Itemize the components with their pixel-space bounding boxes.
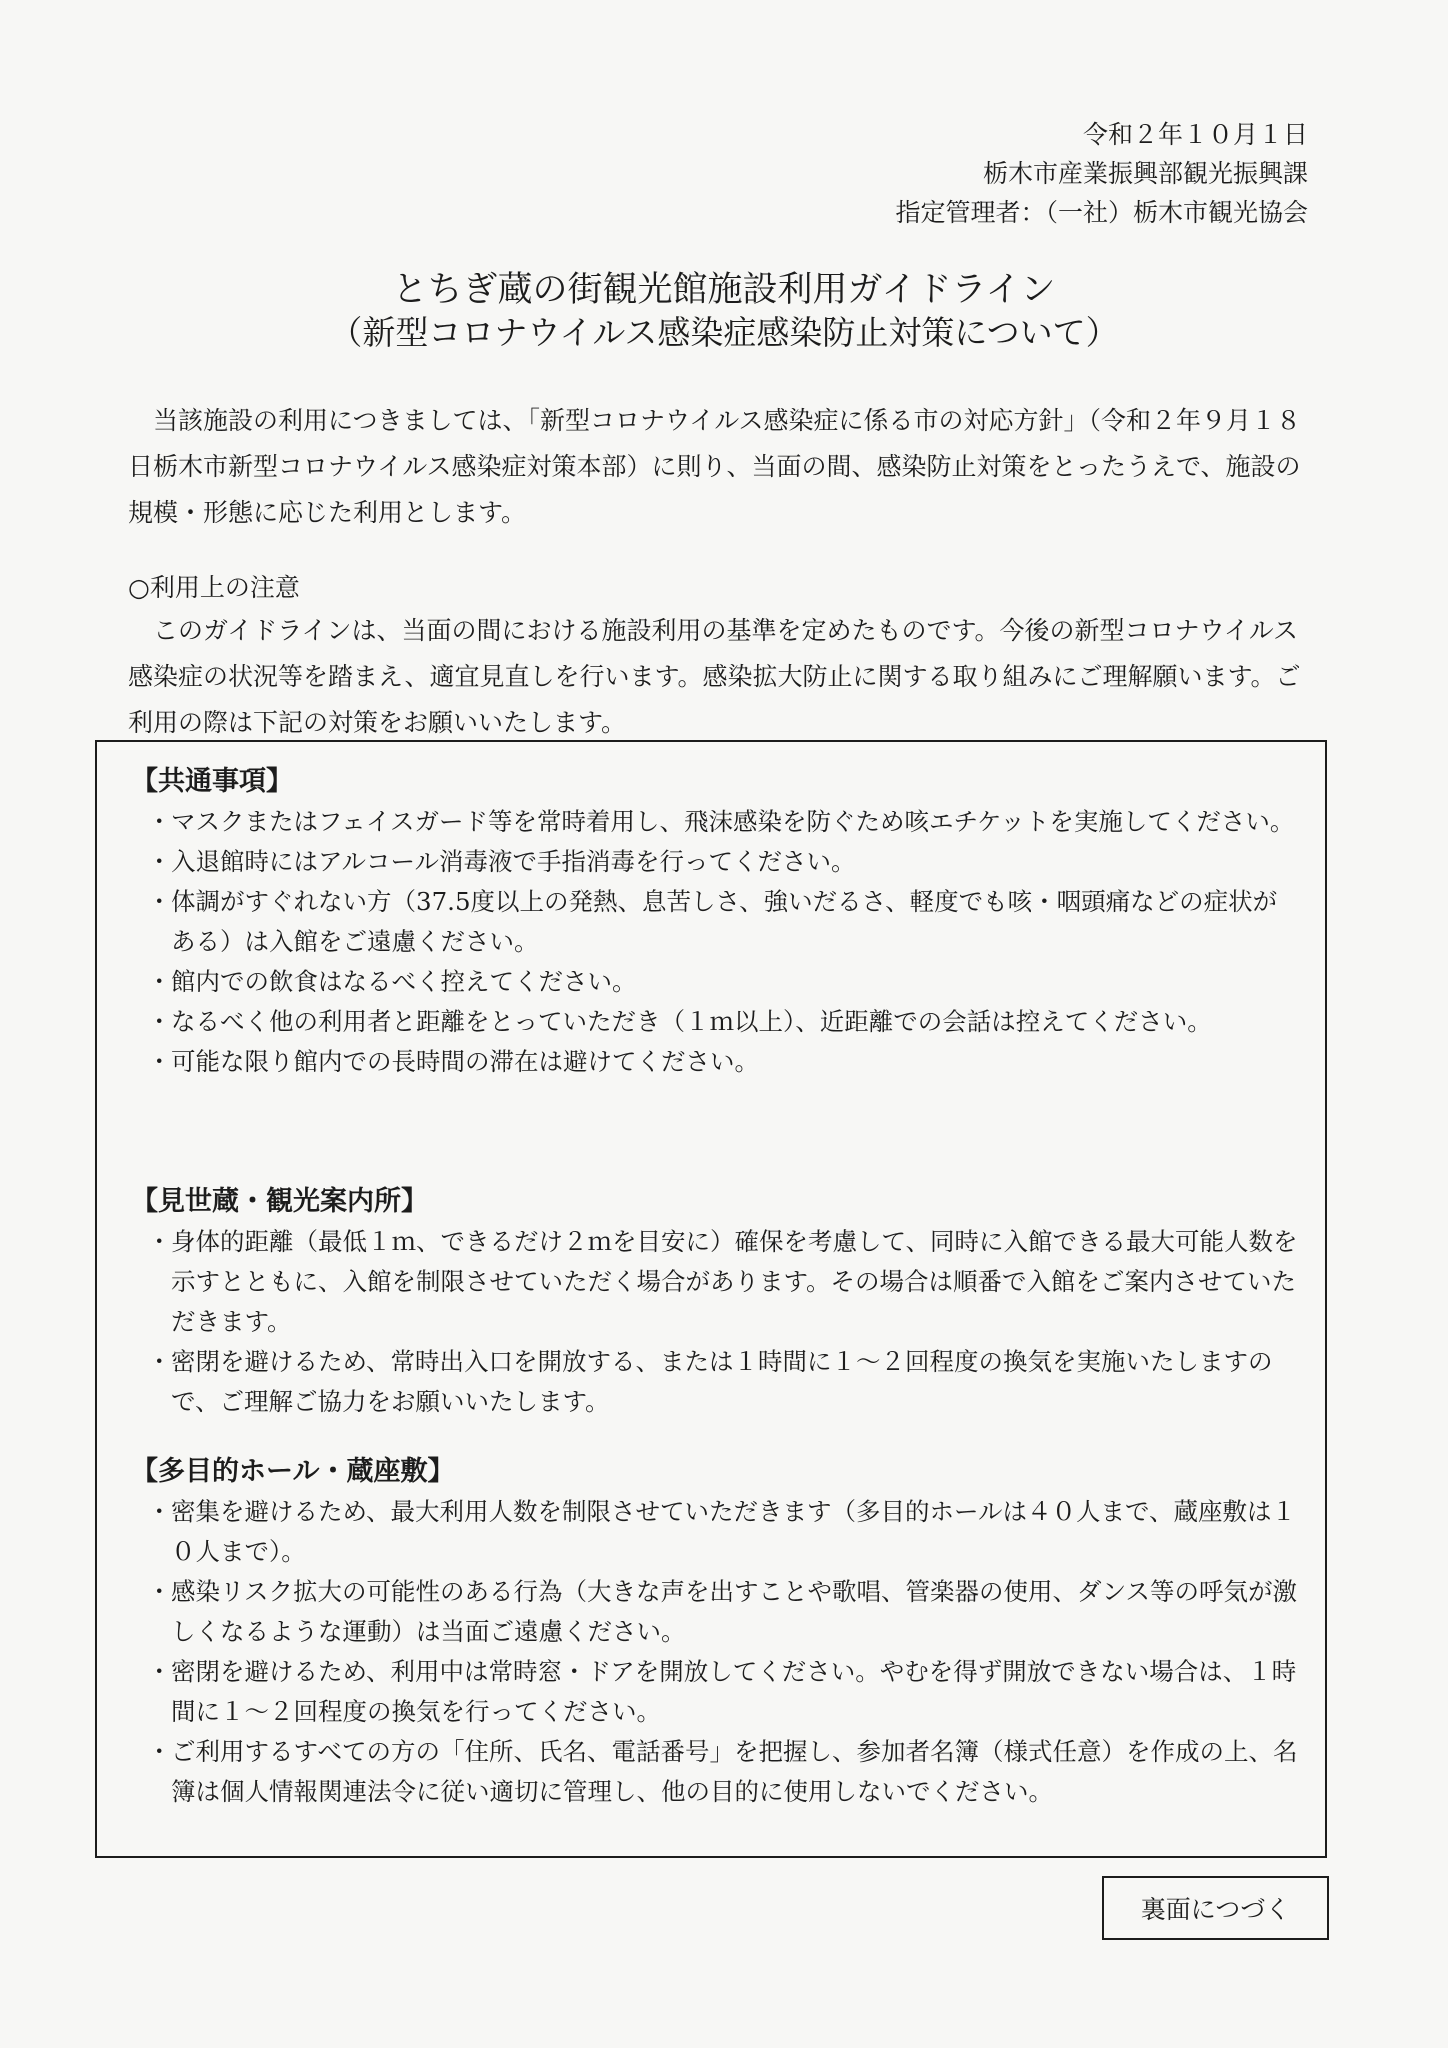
designated-manager: 指定管理者：（一社）栃木市観光協会 (895, 198, 1308, 227)
notice-heading: ○利用上の注意 (128, 573, 300, 602)
section-items (131, 802, 1301, 1082)
header-block (895, 115, 1308, 232)
document-title: とちぎ蔵の街観光館施設利用ガイドライン (392, 270, 1056, 310)
title-block (0, 268, 1448, 354)
section-heading: 【見世蔵・観光案内所】 (131, 1186, 428, 1217)
list-item: ・ なるべく他の利用者と距離をとっていただき（１ｍ以上）、近距離での会話は控えてください。 (131, 1002, 1301, 1042)
section-misegura-info (131, 1182, 1301, 1422)
list-item: ・ 密閉を避けるため、常時出入口を開放する、または１時間に１～２回程度の換気を実施いたしますので、ご理解ご協力をお願いいたします。 (131, 1342, 1301, 1422)
intro-paragraph: 当該施設の利用につきましては、「新型コロナウイルス感染症に係る市の対応方針」（令和２年９月１８日栃木市新型コロナウイルス感染症対策本部）に則り、当面の間、感染防止対策をとったうえで、施設の規模・形態に応じた利用とします。 (128, 406, 1302, 527)
section-items (131, 1492, 1301, 1812)
notice-paragraph: このガイドラインは、当面の間における施設利用の基準を定めたものです。今後の新型コロナウイルス感染症の状況等を踏まえ、適宜見直しを行います。感染拡大防止に関する取り組みにご理解願います。ご利用の際は下記の対策をお願いいたします。 (128, 616, 1301, 737)
list-item: ・ 密集を避けるため、最大利用人数を制限させていただきます（多目的ホールは４０人まで、蔵座敷は１０人まで）。 (131, 1492, 1301, 1572)
list-item: ・ 感染リスク拡大の可能性のある行為（大きな声を出すことや歌唱、管楽器の使用、ダンス等の呼気が激しくなるような運動）は当面ご遠慮ください。 (131, 1572, 1301, 1652)
section-items (131, 1222, 1301, 1422)
list-item: ・ マスクまたはフェイスガード等を常時着用し、飛沫感染を防ぐため咳エチケットを実施してください。 (131, 802, 1301, 842)
document-subtitle: （新型コロナウイルス感染症感染防止対策について） (329, 313, 1119, 352)
list-item: ・ 体調がすぐれない方（37.5度以上の発熱、息苦しさ、強いだるさ、軽度でも咳・咽頭痛などの症状がある）は入館をご遠慮ください。 (131, 882, 1301, 962)
section-heading: 【共通事項】 (131, 766, 293, 797)
section-heading: 【多目的ホール・蔵座敷】 (131, 1456, 455, 1487)
issue-date: 令和２年１０月１日 (1082, 120, 1308, 149)
list-item: ・ ご利用するすべての方の「住所、氏名、電話番号」を把握し、参加者名簿（様式任意）を作成の上、名簿は個人情報関連法令に従い適切に管理し、他の目的に使用しないでください。 (131, 1732, 1301, 1812)
section-common (131, 762, 1301, 1082)
list-item: ・ 身体的距離（最低１ｍ、できるだけ２ｍを目安に）確保を考慮して、同時に入館できる最大可能人数を示すとともに、入館を制限させていただく場合があります。その場合は順番で入館をご案内させていただきます。 (131, 1222, 1301, 1342)
measures-box (95, 740, 1327, 1858)
list-item: ・ 可能な限り館内での長時間の滞在は避けてください。 (131, 1042, 1301, 1082)
continue-on-back-label: 裏面につづく (1102, 1876, 1329, 1940)
list-item: ・ 入退館時にはアルコール消毒液で手指消毒を行ってください。 (131, 842, 1301, 882)
issuing-department: 栃木市産業振興部観光振興課 (982, 159, 1308, 188)
list-item: ・ 館内での飲食はなるべく控えてください。 (131, 962, 1301, 1002)
list-item: ・ 密閉を避けるため、利用中は常時窓・ドアを開放してください。やむを得ず開放できない場合は、１時間に１～２回程度の換気を行ってください。 (131, 1652, 1301, 1732)
section-hall-zashiki (131, 1452, 1301, 1812)
